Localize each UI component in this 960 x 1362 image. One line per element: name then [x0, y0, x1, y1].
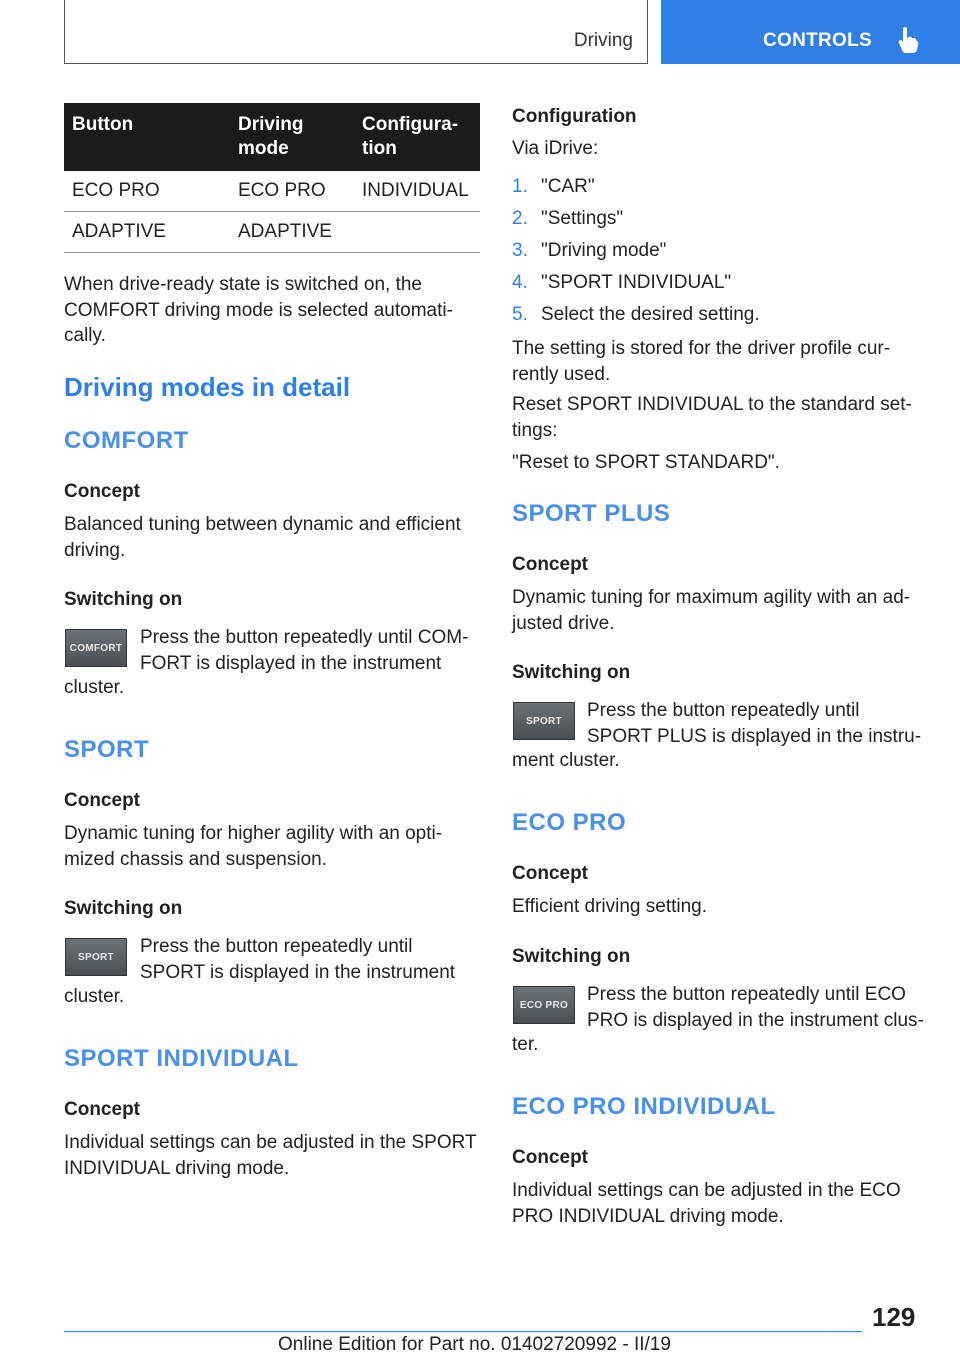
text-line: SPORT PLUS is displayed in the instru- [587, 725, 922, 747]
sport-switch-text [140, 934, 455, 985]
intro-paragraph [64, 272, 453, 349]
text-line: COMFORT driving mode is selected automati- [64, 299, 453, 321]
page-number: 129 [872, 1302, 916, 1332]
configuration-heading: Configuration [512, 106, 637, 127]
text-line: FORT is displayed in the instrument [140, 652, 442, 674]
header-chapter-title: CONTROLS [763, 30, 873, 51]
section-heading: Driving modes in detail [64, 372, 351, 402]
text-line: Dynamic tuning for higher agility with an opti- [64, 823, 443, 844]
sport-concept [64, 821, 442, 872]
concept-heading: Concept [512, 1147, 588, 1168]
text-line: SPORT is displayed in the instrument [140, 961, 456, 983]
table-cell [354, 212, 480, 253]
eco-pro-heading: ECO PRO [512, 809, 627, 836]
text-line: mized chassis and suspension. [64, 848, 327, 870]
comfort-switch-text [140, 625, 468, 676]
eco-pro-switch-text [587, 982, 924, 1033]
eco-pro-individual-heading: ECO PRO INDIVIDUAL [512, 1093, 776, 1120]
text-line: driving. [64, 539, 126, 561]
list-text: "Driving mode" [541, 240, 667, 261]
list-text: "Settings" [541, 208, 624, 229]
sport-plus-switch-text [587, 698, 921, 749]
table-cell: ECO PRO [230, 171, 354, 212]
eco-pro-concept: Efficient driving setting. [512, 896, 708, 917]
text-line: Dynamic tuning for maximum agility with an ad- [512, 587, 911, 608]
list-number: 5. [512, 304, 528, 325]
text-line: When drive-ready state is switched on, the [64, 274, 423, 295]
text-line: The setting is stored for the driver profile cur- [512, 338, 891, 359]
list-number: 4. [512, 272, 528, 293]
concept-heading: Concept [512, 863, 588, 884]
table-header-cell: Configura- tion [354, 103, 480, 171]
switching-heading: Switching on [512, 946, 631, 967]
sport-individual-concept [64, 1130, 477, 1181]
eco-pro-button-image: ECO PRO [513, 986, 575, 1024]
list-number: 3. [512, 240, 528, 261]
table-row [64, 212, 480, 253]
reset-paragraph [512, 392, 912, 443]
list-item [512, 238, 666, 263]
concept-heading: Concept [64, 790, 140, 811]
list-text: "SPORT INDIVIDUAL" [541, 272, 732, 293]
text-line: Balanced tuning between dynamic and efficient [64, 514, 461, 535]
table-cell: ECO PRO [64, 171, 230, 212]
text-line: Press the button repeatedly until COM- [140, 627, 469, 648]
list-text: Select the desired setting. [541, 304, 760, 325]
table-cell: INDIVIDUAL [354, 171, 480, 212]
text-line: PRO INDIVIDUAL driving mode. [512, 1205, 784, 1227]
table-cell: ADAPTIVE [230, 212, 354, 253]
table-header-cell: Button [64, 103, 230, 171]
sport-plus-button-image: SPORT [513, 702, 575, 740]
text-line: Press the button repeatedly until [140, 936, 413, 957]
text-line: rently used. [512, 363, 611, 385]
text-line: cluster. [64, 986, 125, 1007]
header-section-box [64, 0, 648, 64]
comfort-heading: COMFORT [64, 427, 189, 454]
text-line: Press the button repeatedly until [587, 700, 860, 721]
edition-text: Online Edition for Part no. 01402720992 - II/19 [278, 1334, 671, 1355]
text-line: Individual settings can be adjusted in the ECO [512, 1180, 901, 1201]
list-number: 1. [512, 176, 528, 197]
text-line: ment cluster. [512, 750, 620, 771]
via-idrive: Via iDrive: [512, 138, 599, 159]
text-line: cally. [64, 325, 106, 346]
header-chapter-box [661, 0, 960, 64]
pointing-hand-icon [897, 26, 919, 54]
text-line: "Reset to SPORT STANDARD". [512, 452, 780, 473]
list-item [512, 206, 623, 231]
sport-heading: SPORT [64, 736, 150, 763]
list-text: "CAR" [541, 176, 595, 197]
footer-divider [64, 1331, 862, 1332]
text-line: Press the button repeatedly until ECO [587, 984, 906, 1005]
sport-button-image: SPORT [65, 938, 127, 976]
list-item [512, 302, 760, 327]
concept-heading: Concept [64, 1099, 140, 1120]
table-header-row [64, 103, 480, 171]
stored-paragraph [512, 336, 890, 387]
sport-plus-heading: SPORT PLUS [512, 500, 671, 527]
text-line: justed drive. [512, 612, 615, 634]
sport-plus-concept [512, 585, 910, 636]
text-line: Individual settings can be adjusted in the SPORT [64, 1132, 477, 1153]
switching-heading: Switching on [64, 589, 183, 610]
driving-mode-table [64, 103, 480, 253]
concept-heading: Concept [64, 481, 140, 502]
text-line: cluster. [64, 677, 125, 698]
list-item [512, 174, 595, 199]
text-line: PRO is displayed in the instrument clus- [587, 1009, 924, 1031]
text-line: Reset SPORT INDIVIDUAL to the standard set- [512, 394, 912, 415]
list-number: 2. [512, 208, 528, 229]
table-row [64, 171, 480, 212]
list-item [512, 270, 731, 295]
switching-heading: Switching on [512, 662, 631, 683]
switching-heading: Switching on [64, 898, 183, 919]
sport-individual-heading: SPORT INDIVIDUAL [64, 1045, 299, 1072]
comfort-button-image: COMFORT [65, 629, 127, 667]
table-cell: ADAPTIVE [64, 212, 230, 253]
table-header-cell: Driving mode [230, 103, 354, 171]
text-line: ter. [512, 1034, 539, 1055]
comfort-concept [64, 512, 461, 563]
text-line: INDIVIDUAL driving mode. [64, 1157, 290, 1179]
header-section-title: Driving [573, 30, 633, 51]
eco-pro-individual-concept [512, 1178, 901, 1229]
text-line: tings: [512, 419, 558, 441]
concept-heading: Concept [512, 554, 588, 575]
